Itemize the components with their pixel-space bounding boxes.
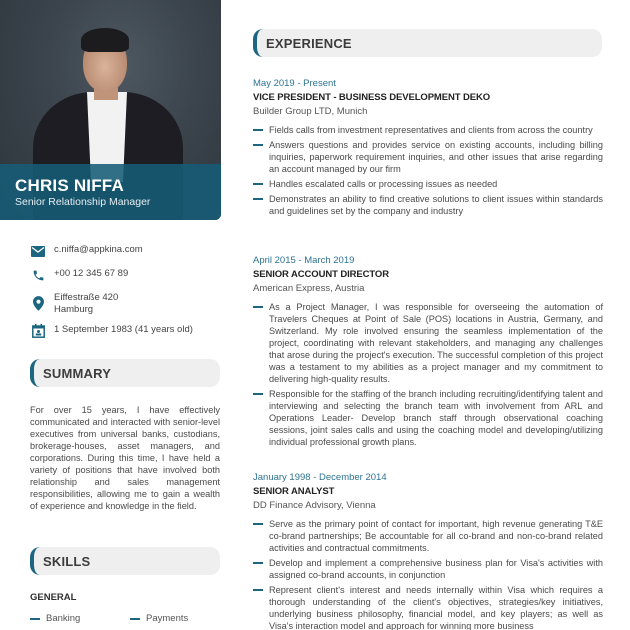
- bullet-text: Serve as the primary point of contact for important, high revenue generating T&E co-brand partnerships; Be accountable for all co-brand and non-co-brand related activities and contractual commitments.: [269, 519, 603, 553]
- dash-bullet-icon: [253, 562, 263, 564]
- address-text: [54, 292, 118, 316]
- job-bullet: [253, 518, 603, 554]
- sidebar: [0, 0, 222, 630]
- job-title: SENIOR ANALYST: [253, 486, 335, 497]
- bullet-text: Fields calls from investment representatives and clients from across the country: [269, 125, 593, 135]
- location-pin-icon: [30, 296, 46, 310]
- birthdate-text: 1 September 1983 (41 years old): [54, 324, 193, 335]
- job-entry: [253, 78, 603, 220]
- job-bullet: [253, 388, 603, 448]
- skill-item: [130, 613, 188, 624]
- profile-role: Senior Relationship Manager: [15, 196, 151, 208]
- job-bullets: [253, 124, 603, 217]
- job-company: American Express, Austria: [253, 283, 365, 294]
- bullet-text: Handles escalated calls or processing issues as needed: [269, 179, 498, 189]
- job-entry: [253, 255, 603, 451]
- email-text[interactable]: c.niffa@appkina.com: [54, 244, 143, 255]
- job-entry: [253, 472, 603, 630]
- job-title: VICE PRESIDENT - BUSINESS DEVELOPMENT DEKO: [253, 92, 491, 103]
- bullet-text: As a Project Manager, I was responsible for overseeing the automation of Travelers Cheques at Point of Sale (POS) locations in Austria, Germany, and Switzerland. My role involved ensuring the seamless implementation of the project, coordinating with relevant stakeholders, and managing any challenges that arose during the project's execution. The successful completion of this project was a testament to my abilities as a project manager and my commitment to delivering high-quality results.: [269, 302, 603, 384]
- contact-list: [30, 244, 220, 346]
- job-bullets: [253, 518, 603, 630]
- skill-item: [30, 613, 80, 624]
- skills-subheading: GENERAL: [30, 592, 77, 603]
- bullet-text: Responsible for the staffing of the branch including recruiting/identifying talent and interviewing and selecting the branch team with involvement from ARL and Operations Leader- Develop branch staff through observational coaching sessions, joint sales calls and using the coaching model and developing/utilizing individual professional growth plans.: [269, 389, 603, 447]
- job-company: Builder Group LTD, Munich: [253, 106, 368, 117]
- job-bullets: [253, 301, 603, 448]
- section-experience-heading: EXPERIENCE: [253, 29, 602, 57]
- job-company: DD Finance Advisory, Vienna: [253, 500, 376, 511]
- skill-label: Payments: [146, 613, 189, 624]
- calendar-person-icon: [30, 324, 46, 338]
- contact-email: [30, 244, 220, 258]
- bullet-text: Represent client's interest and needs internally within Visa which requires a thorough understanding of the client's objectives, strategies/key initiatives, underlying business philosophy, financial model, and key players; as well as Visa's interaction model and approach for winning more business: [269, 585, 603, 630]
- job-bullet: [253, 584, 603, 630]
- photo-hair: [81, 28, 129, 52]
- bullet-text: Develop and implement a comprehensive business plan for Visa's activities with assigned co-brand accounts, in conjunction: [269, 558, 603, 580]
- phone-icon: [30, 268, 46, 282]
- job-date: January 1998 - December 2014: [253, 472, 387, 483]
- dash-bullet-icon: [253, 198, 263, 200]
- job-bullet: [253, 301, 603, 385]
- job-bullet: [253, 139, 603, 175]
- address-line1: Eiffestraße 420: [54, 292, 119, 303]
- dash-bullet-icon: [253, 144, 263, 146]
- dash-bullet-icon: [253, 393, 263, 395]
- section-summary-heading: SUMMARY: [30, 359, 220, 387]
- bullet-text: Answers questions and provides service on existing accounts, including billing inquiries, paperwork requirement inquiries, and other issues that arise regarding an account managed by our firm: [269, 140, 603, 174]
- summary-text: For over 15 years, I have effectively communicated and interacted with senior-level executives from universal banks, custodians, brokerage-houses, asset managers, and corporations. During this time, I have held a variety of positions that have involved both relationship and sales management responsibilities, allowing me to gain a wealth of experience and knowledge in the field.: [30, 405, 220, 511]
- phone-text[interactable]: +00 12 345 67 89: [54, 268, 129, 279]
- job-title: SENIOR ACCOUNT DIRECTOR: [253, 269, 389, 280]
- dash-bullet-icon: [253, 589, 263, 591]
- job-bullet: [253, 124, 603, 136]
- dash-bullet-icon: [253, 183, 263, 185]
- job-bullet: [253, 557, 603, 581]
- profile-name: CHRIS NIFFA: [15, 176, 124, 195]
- dash-bullet-icon: [253, 306, 263, 308]
- skill-label: Banking: [46, 613, 81, 624]
- dash-bullet-icon: [130, 618, 140, 620]
- bullet-text: Demonstrates an ability to find creative solutions to client issues within standards and guidelines set by the company and industry: [269, 194, 603, 216]
- address-line2: Hamburg: [54, 304, 94, 315]
- envelope-icon: [30, 244, 46, 258]
- job-bullet: [253, 178, 603, 190]
- job-bullet: [253, 193, 603, 217]
- dash-bullet-icon: [253, 523, 263, 525]
- section-skills-heading: SKILLS: [30, 547, 220, 575]
- contact-birthdate: [30, 324, 220, 338]
- contact-phone: [30, 268, 220, 282]
- job-date: April 2015 - March 2019: [253, 255, 355, 266]
- contact-address: [30, 292, 220, 316]
- dash-bullet-icon: [30, 618, 40, 620]
- dash-bullet-icon: [253, 129, 263, 131]
- job-date: May 2019 - Present: [253, 78, 336, 89]
